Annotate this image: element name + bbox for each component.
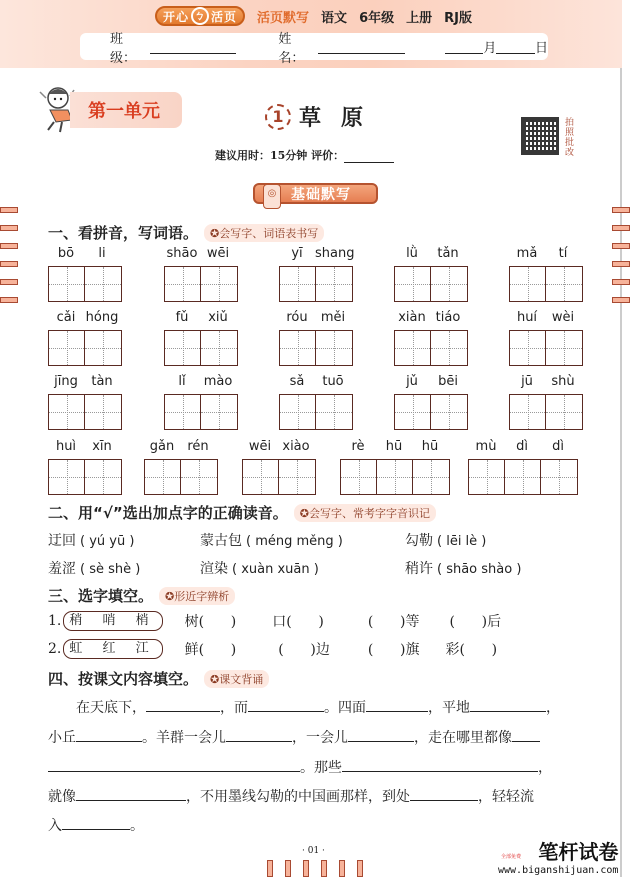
writing-box[interactable] [431,267,467,301]
writing-box[interactable] [280,395,316,429]
month-label: 月 [483,41,497,56]
class-field[interactable] [150,40,237,54]
writing-box[interactable] [85,395,121,429]
writing-box[interactable] [341,460,377,494]
pinyin-word: mǎ tí [509,246,583,302]
writing-box[interactable] [85,267,121,301]
subject-label: 语文 [321,10,348,26]
writing-box[interactable] [243,460,279,494]
q4-line-1: 在天底下， ，而 。四面 ，平地 ， [76,700,560,716]
writing-box[interactable] [316,267,352,301]
q1-row-3 [48,374,578,430]
pinyin-word: bō li [48,246,122,302]
writing-box[interactable] [85,331,121,365]
q3-title: 三、选字填空。 [48,587,154,605]
pinyin-word: jǔ bēi [394,374,468,430]
writing-box[interactable] [510,395,546,429]
q3-blank[interactable]: ( )边 [278,642,330,658]
term-label: 上册 [406,10,433,26]
pinyin-word: rè hū hū [340,439,450,495]
lesson-title [265,101,383,132]
lesson-number: 1 [265,104,291,130]
q3-blank[interactable]: 鲜( ) [184,642,237,658]
fill-blank[interactable] [248,698,324,712]
pinyin-word: huì xīn [48,439,122,495]
writing-box[interactable] [395,331,431,365]
q3-blank[interactable]: 口( ) [272,614,324,630]
grade-label: 6年级 [359,10,395,26]
writing-box[interactable] [546,395,582,429]
fill-blank[interactable] [62,816,130,830]
pinyin-word: jū shù [509,374,583,430]
time-and-rating-label: 建议用时：15分钟 评价： [215,149,345,162]
q2-item[interactable]: 羞涩 ( sè shè ) [48,561,141,577]
q4-title: 四、按课文内容填空。 [48,670,199,688]
writing-box[interactable] [145,460,181,494]
pinyin-word: gǎn rén [144,439,218,495]
fill-blank[interactable] [76,728,142,742]
writing-box[interactable] [546,267,582,301]
writing-box[interactable] [280,267,316,301]
writing-box[interactable] [49,267,85,301]
search-icon: ◎ [263,184,281,209]
writing-box[interactable] [377,460,413,494]
name-label: 姓名： [278,31,305,66]
fill-blank[interactable] [512,728,540,742]
q2-row-1 [48,530,490,550]
q3-blank[interactable]: ( )后 [449,614,502,630]
lesson-meta [215,147,394,163]
right-binding-marks [612,207,630,315]
watermark-url: www.biganshijuan.com [498,865,619,876]
left-binding-marks [0,207,18,315]
writing-box[interactable] [49,331,85,365]
q3-blank[interactable]: ( )旗 [367,642,420,658]
pinyin-word: jīng tàn [48,374,122,430]
unit-badge: 第一单元 [70,92,182,128]
q1-row-1 [48,246,578,302]
fill-blank[interactable] [48,758,300,772]
writing-box[interactable] [165,267,201,301]
page-number: · 01 · [302,846,325,856]
writing-box[interactable] [505,460,541,494]
q3-blank[interactable]: 树( ) [184,614,237,630]
fill-blank[interactable] [226,728,292,742]
name-field[interactable] [318,40,405,54]
qr-code-icon[interactable] [521,117,559,155]
q3-row-1: 1. 稍 哨 梢 树( ) 口( ) ( )等 ( )后 [48,613,502,630]
writing-box[interactable] [510,331,546,365]
writing-box[interactable] [279,460,315,494]
writing-box[interactable] [181,460,217,494]
bottom-binding-marks [267,860,363,877]
fill-blank[interactable] [366,698,428,712]
fill-blank[interactable] [76,787,186,801]
pinyin-word: fǔ xiǔ [164,310,238,366]
pinyin-word: huí wèi [509,310,583,366]
q3-row-2: 2. 虹 红 江 鲜( ) ( )边 ( )旗 彩( ) [48,641,498,658]
pinyin-word: shāo wēi [164,246,238,302]
page-header [0,0,622,68]
writing-box[interactable] [316,395,352,429]
logo-circle-icon: ㄅ [191,7,209,25]
lesson-name: 草原 [299,106,384,131]
brand-row [155,6,472,26]
watermark-tag: 全部免费 [501,854,522,860]
writing-box[interactable] [469,460,505,494]
edition-label: RJ版 [444,10,472,26]
pinyin-word: wēi xiào [242,439,316,495]
fill-blank[interactable] [342,758,538,772]
day-field[interactable] [496,40,535,54]
q4-line-3: 。那些 ， [48,757,552,777]
fill-blank[interactable] [410,787,478,801]
q1-row-4 [48,439,578,495]
q2-item[interactable]: 稍许 ( shāo shào ) [405,561,522,577]
writing-box[interactable] [49,460,85,494]
pinyin-word: róu měi [279,310,353,366]
pinyin-word: lǐ mào [164,374,238,430]
q2-heading [48,502,436,523]
series-label: 活页默写 [257,10,310,26]
q2-item[interactable]: 渲染 ( xuàn xuān ) [200,561,319,577]
pinyin-word: xiàn tiáo [394,310,468,366]
writing-box[interactable] [316,331,352,365]
writing-box[interactable] [201,395,237,429]
writing-box[interactable] [510,267,546,301]
q1-tip: ✪会写字、词语表书写 [204,224,324,242]
writing-box[interactable] [395,267,431,301]
q3-tip: ✪形近字辨析 [159,587,235,605]
month-field[interactable] [445,40,484,54]
brand-logo: 开心 ㄅ 活页 [155,6,245,26]
writing-box[interactable] [546,331,582,365]
q2-item[interactable]: 勾勒 ( lēi lè ) [405,533,487,549]
section-title: 基础默写 [291,186,351,203]
q3-heading [48,585,235,606]
q4-line-5: 入 。 [48,818,144,834]
watermark-title: 笔杆试卷 [538,840,619,864]
pinyin-word: sǎ tuō [279,374,353,430]
q1-heading [48,222,324,243]
writing-box[interactable] [413,460,449,494]
q1-title: 一、看拼音，写词语。 [48,224,199,242]
q4-heading [48,668,269,689]
writing-box[interactable] [431,331,467,365]
q3-options: 虹 红 江 [63,639,162,659]
watermark [498,836,618,876]
q1-row-2 [48,310,578,366]
student-info-bar [80,31,548,66]
writing-box[interactable] [395,395,431,429]
writing-box[interactable] [431,395,467,429]
day-label: 日 [534,41,548,56]
qr-label: 拍照批改 [565,118,575,158]
q3-options: 稍 哨 梢 [63,611,162,631]
q2-item[interactable]: 迂回 ( yú yū ) [48,533,135,549]
q4-tip: ✪课文背诵 [204,670,269,688]
writing-box[interactable] [280,331,316,365]
writing-box[interactable] [201,331,237,365]
rating-field[interactable] [344,149,394,163]
q2-title: 二、用“√”选出加点字的正确读音。 [48,504,288,522]
q2-tip: ✪会写字、常考字字音识记 [294,504,436,522]
writing-box[interactable] [49,395,85,429]
writing-box[interactable] [165,331,201,365]
q3-blank[interactable]: 彩( ) [445,642,498,658]
writing-box[interactable] [541,460,577,494]
pinyin-word: mù dì dì [468,439,578,495]
section-badge [253,183,378,204]
q3-blank[interactable]: ( )等 [367,614,420,630]
writing-box[interactable] [201,267,237,301]
writing-box[interactable] [165,395,201,429]
fill-blank[interactable] [470,698,546,712]
pinyin-word: lǜ tǎn [394,246,468,302]
pinyin-word: yī shang [279,246,353,302]
q2-item[interactable]: 蒙古包 ( méng měng ) [200,533,343,549]
fill-blank[interactable] [146,698,220,712]
pinyin-word: cǎi hóng [48,310,122,366]
fill-blank[interactable] [348,728,414,742]
q4-line-4: 就像 ，不用墨线勾勒的中国画那样，到处 ，轻轻流 [48,789,534,805]
q4-line-2: 小丘 。羊群一会儿 ，一会儿 ，走在哪里都像 [48,727,540,747]
writing-box[interactable] [85,460,121,494]
class-label: 班级： [110,31,137,66]
q2-row-2 [48,558,525,578]
